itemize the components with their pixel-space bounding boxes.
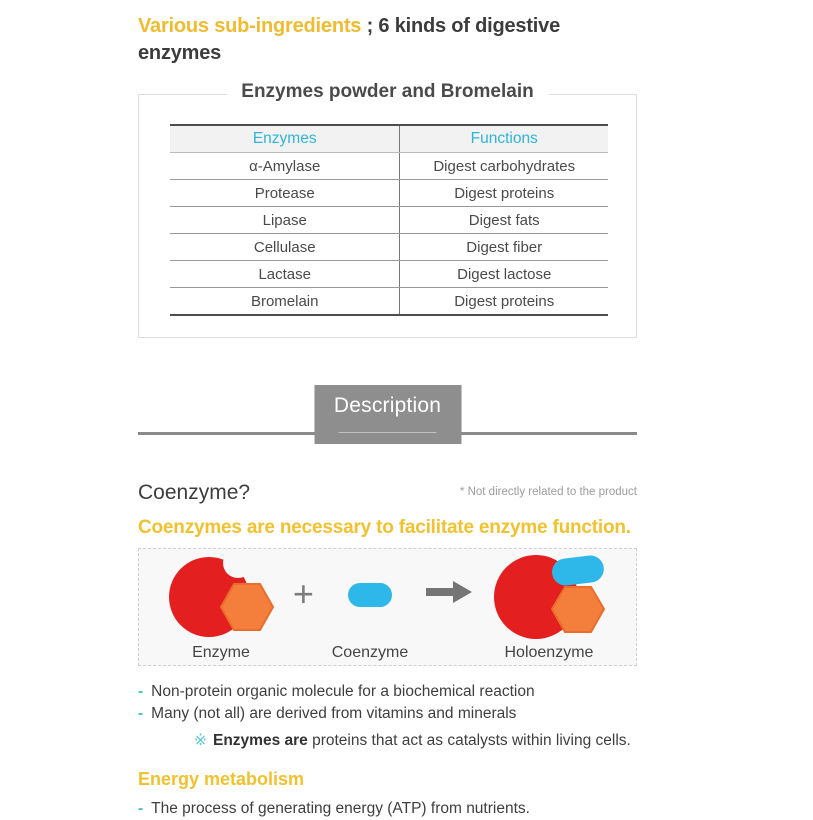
cell-function: Digest lactose [400, 261, 608, 288]
enzyme-icon [167, 553, 275, 637]
diagram-holoenzyme-item [490, 553, 608, 662]
bullet-text: Many (not all) are derived from vitamins and minerals [151, 705, 517, 722]
description-divider [138, 385, 637, 445]
diagram-label: Holoenzyme [504, 643, 594, 661]
coenzyme-pill-icon [347, 553, 393, 637]
cell-enzyme: Bromelain [170, 288, 400, 316]
column-header-enzymes: Enzymes [170, 125, 400, 153]
page-title [138, 0, 637, 67]
holoenzyme-icon [490, 553, 608, 637]
coenzyme-heading: Coenzyme? [138, 481, 251, 504]
description-underline [339, 432, 437, 433]
coenzyme-bullet-list [138, 681, 637, 725]
enzyme-table [170, 124, 608, 316]
cell-enzyme: Protease [170, 180, 400, 207]
description-tab [314, 385, 461, 444]
note-rest: proteins that act as catalysts within living cells. [307, 732, 631, 749]
table-row [170, 153, 608, 180]
energy-bullet [138, 798, 637, 820]
cell-enzyme: Cellulase [170, 234, 400, 261]
energy-metabolism-heading: Energy metabolism [138, 769, 305, 789]
table-row [170, 234, 608, 261]
enzyme-table-panel [138, 81, 637, 338]
table-row [170, 207, 608, 234]
plus-icon: + [292, 573, 314, 614]
coenzyme-header [138, 481, 637, 505]
table-header-row [170, 125, 608, 153]
cell-function: Digest fats [400, 207, 608, 234]
note-bold: Enzymes are [213, 732, 308, 749]
table-row [170, 180, 608, 207]
page-title-rest: ; 6 kinds of digestive enzymes [138, 15, 561, 64]
page-title-highlight: Various sub-ingredients [138, 15, 362, 37]
column-header-functions: Functions [400, 125, 608, 153]
bullet-text: Non-protein organic molecule for a biochemical reaction [151, 683, 535, 700]
list-item [138, 681, 637, 703]
cell-function: Digest proteins [454, 292, 555, 310]
description-label: Description [333, 394, 442, 417]
cell-enzyme: Lactase [170, 261, 400, 288]
cell-function: Digest carbohydrates [400, 153, 608, 180]
table-row [170, 288, 608, 316]
cell-enzyme: α-Amylase [170, 153, 400, 180]
table-row [170, 261, 608, 288]
disclaimer-note: * Not directly related to the product [459, 486, 637, 498]
panel-legend: Enzymes powder and Bromelain [226, 81, 548, 103]
diagram-coenzyme-item [332, 553, 408, 662]
cell-enzyme: Lipase [170, 207, 400, 234]
reference-mark-icon: ※ [194, 732, 207, 749]
diagram-enzyme-item [167, 553, 275, 662]
bullet-dash-icon: - [138, 800, 144, 817]
bullet-dash-icon: - [138, 683, 144, 700]
right-arrow-icon [426, 579, 472, 610]
bullet-text: The process of generating energy (ATP) from nutrients. [151, 800, 530, 817]
bullet-dash-icon: - [138, 705, 144, 722]
enzyme-definition-note [194, 730, 637, 752]
coenzyme-subtitle: Coenzymes are necessary to facilitate enzyme function. [138, 517, 631, 538]
coenzyme-diagram [138, 548, 637, 666]
cell-function: Digest fiber [400, 234, 608, 261]
list-item [138, 703, 637, 725]
diagram-label: Coenzyme [331, 643, 409, 661]
diagram-label: Enzyme [192, 643, 250, 661]
cell-function: Digest proteins [400, 180, 608, 207]
